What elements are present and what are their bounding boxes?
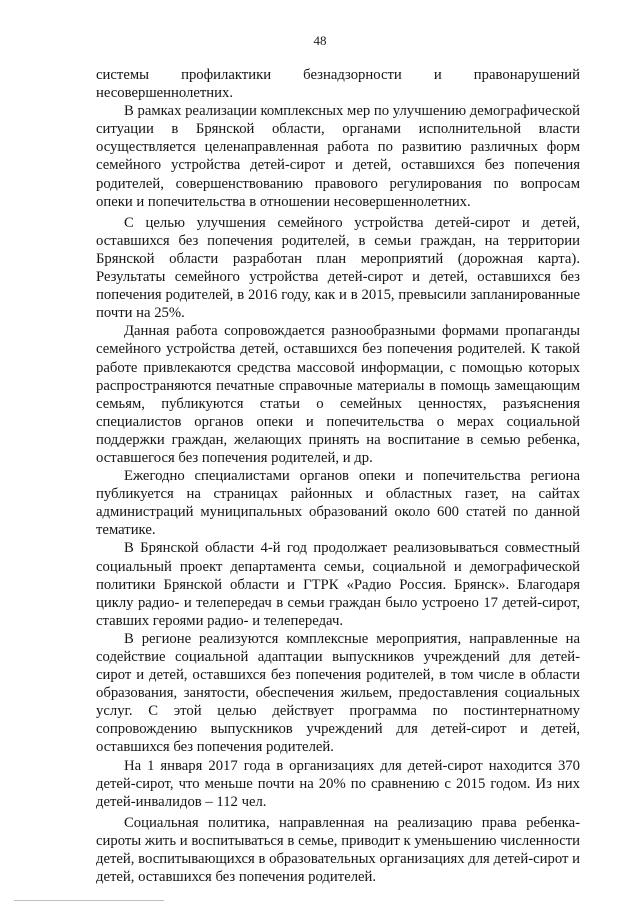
- paragraph-publications: Ежегодно специалистами органов опеки и попечительства региона публикуется на страницах районных и областных газет, на сайтах администраций муниципальных образований около 600 статей по данной тематике.: [96, 468, 580, 539]
- page-number: 48: [313, 33, 327, 48]
- paragraph-statistics: На 1 января 2017 года в организациях для детей-сирот находится 370 детей-сирот, что меньше почти на 20% по сравнению с 2015 годом. Из них детей-инвалидов – 112 чел.: [96, 757, 580, 810]
- document-body: [96, 66, 580, 886]
- paragraph-roadmap: С целью улучшения семейного устройства детей-сирот и детей, оставшихся без попечения родителей, в семьи граждан, на территории Брянской области разработан план мероприятий (дорожная карта). Результаты семейного устройства детей-сирот и детей, оставшихся без попечения родителей, в 2016 году, как и в 2015, превысили запланированные почти на 25%.: [96, 214, 580, 322]
- paragraph-radio-project: В Брянской области 4-й год продолжает реализовываться совместный социальный проект департамента семьи, социальной и демографической политики Брянской области и ГТРК «Радио Россия. Брянск». Благодаря циклу радио- и телепередач в семьи граждан было устроено 17 детей-сирот, ставших героями радио- и телепередач.: [96, 540, 580, 629]
- scan-edge-line: [14, 900, 164, 901]
- paragraph-propaganda: Данная работа сопровождается разнообразными формами пропаганды семейного устройства детей, оставшихся без попечения родителей. К такой работе привлекаются средства массовой информации, с помощью которых распространяются печатные справочные материалы в помощь замещающим семьям, публикуются статьи о семейных ценностях, разъяснения специалистов органов опеки и попечительства о мерах социальной поддержки граждан, желающих принять на воспитание в семью ребенка, оставшегося без попечения родителей, и др.: [96, 323, 580, 466]
- paragraph-social-policy: Социальная политика, направленная на реализацию права ребенка-сироты жить и воспитываться в семье, приводит к уменьшению численности детей, воспитывающихся в образовательных организациях для детей-сирот и детей, оставшихся без попечения родителей.: [96, 814, 580, 886]
- paragraph-continuation: системы профилактики безнадзорности и правонарушений несовершеннолетних.: [96, 67, 580, 102]
- paragraph-demographic-measures: В рамках реализации комплексных мер по улучшению демографической ситуации в Брянской области, органами исполнительной власти осуществляется целенаправленная работа по развитию различных форм семейного устройства детей-сирот и детей, оставшихся без попечения родителей, совершенствованию правового регулирования по вопросам опеки и попечительства в отношении несовершеннолетних.: [96, 103, 580, 210]
- paragraph-social-adaptation: В регионе реализуются комплексные мероприятия, направленные на содействие социальной адаптации выпускников учреждений для детей-сирот и детей, оставшихся без попечения родителей, в том числе в области образования, занятости, обеспечения жильем, предоставления социальных услуг. С этой целью действует программа по постинтернатному сопровождению выпускников учреждений для детей-сирот и детей, оставшихся без попечения родителей.: [96, 630, 580, 756]
